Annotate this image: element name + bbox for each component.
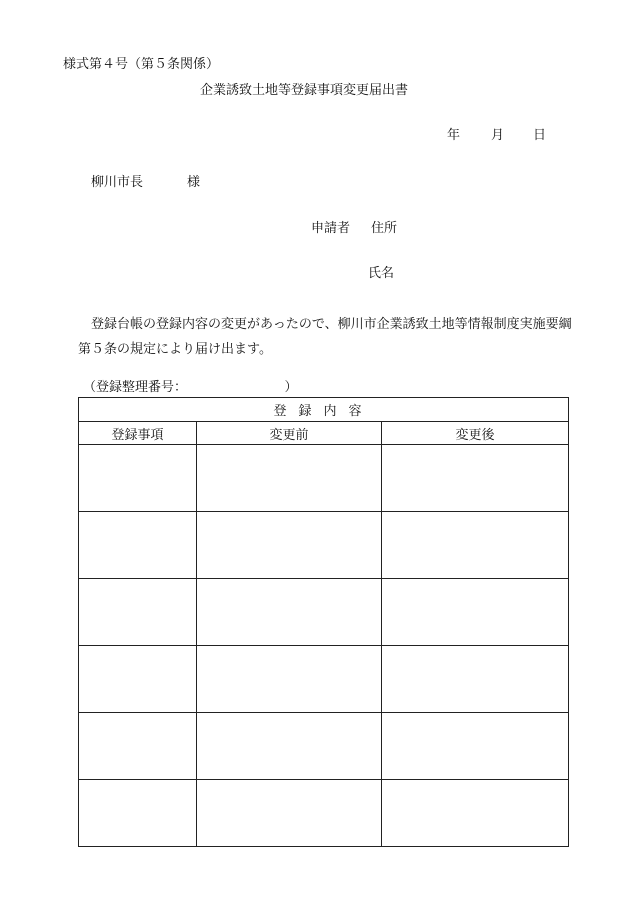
addressee-name: 柳川市長 bbox=[91, 175, 144, 190]
table-caption-row bbox=[79, 398, 569, 422]
table-cell-before[interactable] bbox=[197, 579, 382, 646]
table-cell-before[interactable] bbox=[197, 780, 382, 847]
table-cell-before[interactable] bbox=[197, 512, 382, 579]
document-title: 企業誘致土地等登録事項変更届出書 bbox=[200, 83, 409, 98]
table-cell-after[interactable] bbox=[382, 512, 569, 579]
table-row bbox=[79, 445, 569, 512]
form-number: 様式第４号（第５条関係） bbox=[63, 57, 220, 72]
table-row bbox=[79, 579, 569, 646]
date-year-label: 年 bbox=[447, 128, 461, 143]
table-cell-item[interactable] bbox=[79, 579, 197, 646]
table-cell-after[interactable] bbox=[382, 780, 569, 847]
table-cell-after[interactable] bbox=[382, 579, 569, 646]
table-cell-before[interactable] bbox=[197, 713, 382, 780]
table-cell-after[interactable] bbox=[382, 646, 569, 713]
column-header-after: 変更後 bbox=[382, 422, 569, 445]
table-row bbox=[79, 713, 569, 780]
applicant-address-label: 住所 bbox=[371, 221, 398, 236]
table-row bbox=[79, 512, 569, 579]
column-header-item: 登録事項 bbox=[79, 422, 197, 445]
table-caption: 登録内容 bbox=[79, 398, 569, 422]
table-cell-item[interactable] bbox=[79, 780, 197, 847]
addressee-honorific: 様 bbox=[187, 175, 201, 190]
table-cell-item[interactable] bbox=[79, 512, 197, 579]
registration-number-field: （登録整理番号： ） bbox=[83, 380, 298, 395]
date-day-label: 日 bbox=[533, 128, 547, 143]
table-cell-before[interactable] bbox=[197, 445, 382, 512]
table-header-row bbox=[79, 422, 569, 445]
table-cell-after[interactable] bbox=[382, 713, 569, 780]
table-row bbox=[79, 780, 569, 847]
table-cell-item[interactable] bbox=[79, 646, 197, 713]
date-month-label: 月 bbox=[491, 128, 505, 143]
table-cell-item[interactable] bbox=[79, 713, 197, 780]
applicant-label: 申請者 bbox=[311, 221, 351, 236]
table-cell-item[interactable] bbox=[79, 445, 197, 512]
applicant-name-label: 氏名 bbox=[368, 266, 395, 281]
column-header-before: 変更前 bbox=[197, 422, 382, 445]
table-cell-after[interactable] bbox=[382, 445, 569, 512]
registration-content-table bbox=[78, 397, 569, 847]
notification-body-text: 登録台帳の登録内容の変更があったので、柳川市企業誘致土地等情報制度実施要綱第５条の規定により届け出ます。 bbox=[78, 317, 572, 357]
table-row bbox=[79, 646, 569, 713]
table-cell-before[interactable] bbox=[197, 646, 382, 713]
